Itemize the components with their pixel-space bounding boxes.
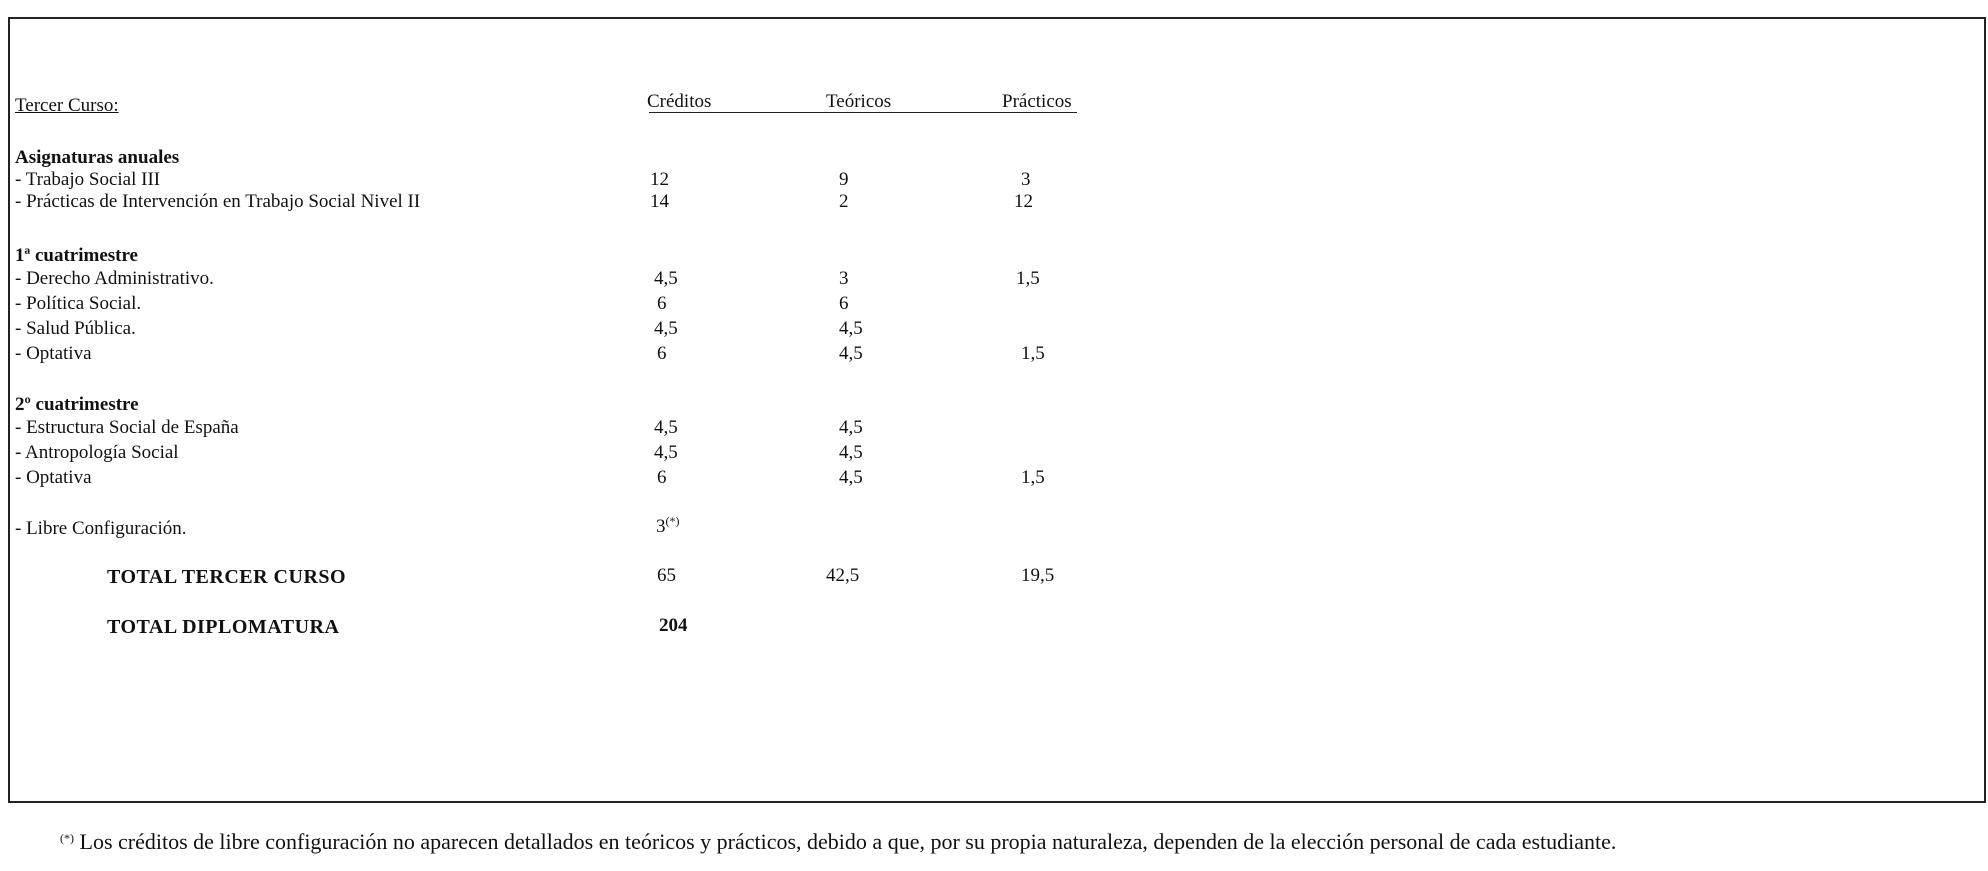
footnote-text: Los créditos de libre configuración no aparecen detallados en teóricos y prácticos, debido a que, por su propia naturaleza, dependen de la elección personal de cada estudiante.: [74, 829, 1617, 854]
row-teoricos: 3: [839, 268, 849, 289]
row-teoricos: 4,5: [839, 467, 863, 488]
row-practicos: 3: [1021, 169, 1031, 190]
total-tercer-curso-creditos: 65: [657, 565, 676, 586]
row-practicos: 1,5: [1021, 467, 1045, 488]
row-name: - Derecho Administrativo.: [15, 268, 214, 289]
footnote: [60, 829, 1616, 855]
row-practicos: 1,5: [1016, 268, 1040, 289]
row-creditos: 6: [657, 343, 667, 364]
row-name: - Prácticas de Intervención en Trabajo Social Nivel II: [15, 191, 421, 212]
row-creditos: 4,5: [654, 417, 678, 438]
row-name: - Salud Pública.: [15, 318, 136, 339]
column-header-teoricos: Teóricos: [826, 91, 892, 112]
libre-configuracion-creditos: 3(*): [656, 514, 680, 537]
footnote-mark: (*): [60, 831, 74, 845]
total-tercer-curso-label: TOTAL TERCER CURSO: [107, 566, 347, 588]
column-header-creditos: Créditos: [647, 91, 712, 112]
column-header-practicos: Prácticos: [1002, 91, 1072, 112]
row-name: - Optativa: [15, 467, 92, 488]
total-tercer-curso-teoricos: 42,5: [826, 565, 860, 586]
row-teoricos: 4,5: [839, 343, 863, 364]
row-creditos: 12: [650, 169, 669, 190]
row-creditos: 4,5: [654, 318, 678, 339]
row-creditos: 6: [657, 467, 667, 488]
group-heading-1-cuatrimestre: 1ª cuatrimestre: [15, 245, 138, 266]
row-creditos: 4,5: [654, 268, 678, 289]
row-creditos: 4,5: [654, 442, 678, 463]
row-teoricos: 6: [839, 293, 849, 314]
row-creditos: 14: [650, 191, 669, 212]
libre-configuracion-label: - Libre Configuración.: [15, 518, 187, 539]
total-tercer-curso-practicos: 19,5: [1021, 565, 1055, 586]
row-name: - Antropología Social: [15, 442, 179, 463]
group-heading-2-cuatrimestre: 2º cuatrimestre: [15, 394, 139, 415]
section-title: Tercer Curso:: [15, 95, 119, 116]
row-teoricos: 4,5: [839, 417, 863, 438]
row-name: - Optativa: [15, 343, 92, 364]
table-frame: [8, 17, 1986, 803]
total-diplomatura-creditos: 204: [659, 615, 688, 636]
footnote-marker: (*): [665, 514, 680, 528]
row-creditos: 6: [657, 293, 667, 314]
row-name: - Trabajo Social III: [15, 169, 161, 190]
row-name: - Política Social.: [15, 293, 142, 314]
row-practicos: 12: [1014, 191, 1033, 212]
total-diplomatura-label: TOTAL DIPLOMATURA: [107, 616, 340, 638]
group-heading-anuales: Asignaturas anuales: [15, 147, 180, 168]
row-practicos: 1,5: [1021, 343, 1045, 364]
row-teoricos: 9: [839, 169, 849, 190]
row-teoricos: 2: [839, 191, 849, 212]
row-teoricos: 4,5: [839, 442, 863, 463]
row-teoricos: 4,5: [839, 318, 863, 339]
row-name: - Estructura Social de España: [15, 417, 239, 438]
